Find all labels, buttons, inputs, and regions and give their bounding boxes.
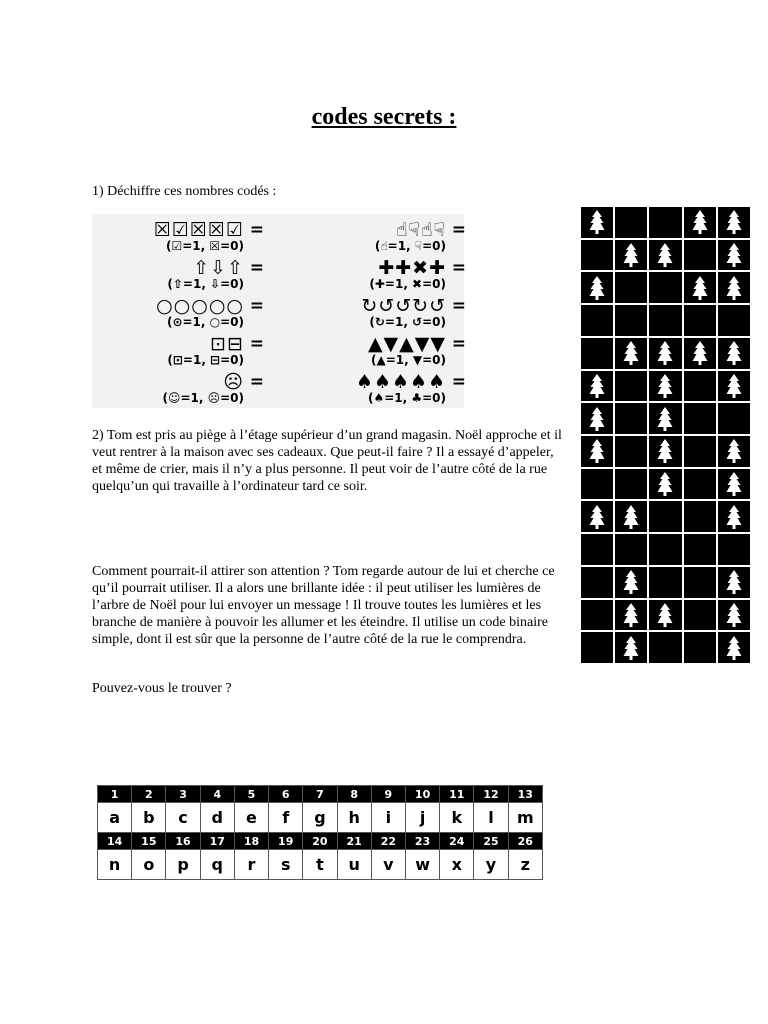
christmas-tree-icon <box>623 504 639 530</box>
tree-cell-on <box>718 501 750 532</box>
christmas-tree-icon <box>726 471 742 497</box>
letter-cell: g <box>303 803 337 833</box>
tree-cell-off <box>581 567 613 598</box>
number-row <box>98 786 543 803</box>
number-cell: 3 <box>166 786 200 803</box>
puzzle-key: (☺=1, ☹=0) <box>162 391 244 405</box>
christmas-tree-icon <box>692 209 708 235</box>
equals-sign: = <box>249 372 264 392</box>
tree-cell-off <box>718 403 750 434</box>
arrow-icon: ⇧⇩⇧ <box>193 257 244 279</box>
tree-cell-off <box>615 272 647 303</box>
christmas-tree-icon <box>657 471 673 497</box>
tree-cell-off <box>684 501 716 532</box>
tree-cell-on <box>581 403 613 434</box>
tree-cell-off <box>649 501 681 532</box>
tree-cell-off <box>684 567 716 598</box>
tree-cell-on <box>615 240 647 271</box>
tree-cell-off <box>684 632 716 663</box>
hand-icon: ☝☟☝☟ <box>395 219 446 241</box>
tree-cell-off <box>615 403 647 434</box>
christmas-tree-icon <box>589 209 605 235</box>
tree-cell-off <box>649 567 681 598</box>
number-cell: 5 <box>234 786 268 803</box>
spade-club-icon: ♠♠♠♠♠ <box>355 371 446 393</box>
christmas-tree-icon <box>657 340 673 366</box>
christmas-tree-icon <box>726 569 742 595</box>
equals-sign: = <box>451 372 466 392</box>
tree-cell-on <box>718 436 750 467</box>
tree-cell-on <box>718 240 750 271</box>
equals-sign: = <box>451 296 466 316</box>
puzzle-key: (☝=1, ☟=0) <box>374 239 446 253</box>
letter-cell: l <box>474 803 508 833</box>
tree-cell-on <box>581 436 613 467</box>
equals-sign: = <box>249 220 264 240</box>
letter-cell: w <box>405 850 439 880</box>
number-cell: 13 <box>508 786 542 803</box>
christmas-tree-icon <box>726 275 742 301</box>
christmas-tree-icon <box>589 504 605 530</box>
tree-cell-on <box>581 272 613 303</box>
christmas-tree-icon <box>726 340 742 366</box>
puzzle-row <box>102 258 288 296</box>
christmas-tree-icon <box>623 602 639 628</box>
puzzle-key: (⇧=1, ⇩=0) <box>167 277 244 291</box>
puzzle-row <box>102 334 288 372</box>
number-cell: 26 <box>508 833 542 850</box>
number-cell: 12 <box>474 786 508 803</box>
letter-cell: u <box>337 850 371 880</box>
tree-cell-on <box>581 501 613 532</box>
puzzle-row <box>304 296 490 334</box>
christmas-tree-icon <box>726 438 742 464</box>
equals-sign: = <box>451 220 466 240</box>
letter-cell: c <box>166 803 200 833</box>
tree-cell-off <box>615 534 647 565</box>
letter-cell: y <box>474 850 508 880</box>
christmas-tree-icon <box>726 209 742 235</box>
number-cell: 17 <box>200 833 234 850</box>
tree-cell-on <box>684 207 716 238</box>
puzzle-row <box>304 372 490 410</box>
tree-cell-off <box>615 469 647 500</box>
tree-cell-off <box>718 534 750 565</box>
tree-cell-off <box>581 600 613 631</box>
tree-cell-off <box>649 632 681 663</box>
christmas-tree-icon <box>726 242 742 268</box>
puzzle-row <box>102 296 288 334</box>
tree-cell-on <box>718 371 750 402</box>
christmas-tree-icon <box>589 438 605 464</box>
christmas-tree-icon <box>589 406 605 432</box>
puzzle-row <box>102 372 288 410</box>
letter-cell: z <box>508 850 542 880</box>
tree-cell-off <box>615 371 647 402</box>
coded-numbers-puzzle <box>92 214 464 408</box>
tree-cell-on <box>649 469 681 500</box>
tree-cell-on <box>615 501 647 532</box>
tree-cell-off <box>649 207 681 238</box>
number-cell: 6 <box>269 786 303 803</box>
question-2-text: 2) Tom est pris au piège à l’étage supérieur d’un grand magasin. Noël approche et il veut rentrer à la maison avec ses cadeaux. Que peut-il faire ? Il a essayé d’appeler, et même de crier, mais il n’y a plus personne. Il peut voir de l’autre côté de la rue quelqu’un qui travaille à l’ordinateur tard ce soir. <box>92 428 562 494</box>
christmas-tree-icon <box>623 569 639 595</box>
smiley-icon: ☹ <box>223 371 244 393</box>
tree-cell-off <box>684 305 716 336</box>
tree-cell-on <box>684 338 716 369</box>
tree-cell-off <box>581 534 613 565</box>
tree-cell-on <box>718 567 750 598</box>
story-text: Comment pourrait-il attirer son attention ? Tom regarde autour de lui et cherche ce qu’il pourrait utiliser. Il a alors une brillante idée : il peut utiliser les lumières de l’arbre de Noël pour lui envoyer un message ! Il trouve toutes les lumières et les branche de manière à pouvoir les allumer et les éteindre. Il utilise un code binaire simple, dont il est sûr que la personne de l’autre côté de la rue le comprendra. <box>92 564 555 647</box>
circle-icon: ○○○○○ <box>156 295 244 317</box>
number-cell: 11 <box>440 786 474 803</box>
puzzle-row <box>304 258 490 296</box>
letter-cell: m <box>508 803 542 833</box>
christmas-tree-icon <box>726 602 742 628</box>
tree-cell-on <box>718 600 750 631</box>
equals-sign: = <box>249 296 264 316</box>
tree-cell-on <box>649 600 681 631</box>
equals-sign: = <box>249 258 264 278</box>
christmas-tree-grid <box>581 207 750 663</box>
christmas-tree-icon <box>623 635 639 661</box>
number-cell: 21 <box>337 833 371 850</box>
tree-cell-off <box>684 436 716 467</box>
tree-cell-off <box>684 371 716 402</box>
christmas-tree-icon <box>692 275 708 301</box>
letter-cell: x <box>440 850 474 880</box>
number-cell: 24 <box>440 833 474 850</box>
christmas-tree-icon <box>657 373 673 399</box>
number-cell: 22 <box>371 833 405 850</box>
letter-cell: f <box>269 803 303 833</box>
number-cell: 16 <box>166 833 200 850</box>
puzzle-row <box>304 220 490 258</box>
christmas-tree-icon <box>657 242 673 268</box>
number-cell: 18 <box>234 833 268 850</box>
tree-cell-off <box>649 272 681 303</box>
puzzle-key: (☑=1, ☒=0) <box>165 239 244 253</box>
tree-cell-off <box>581 469 613 500</box>
tree-cell-on <box>615 567 647 598</box>
christmas-tree-icon <box>657 406 673 432</box>
tree-cell-off <box>649 534 681 565</box>
letter-cell: d <box>200 803 234 833</box>
number-cell: 25 <box>474 833 508 850</box>
puzzle-key: (✚=1, ✖=0) <box>369 277 446 291</box>
tree-cell-on <box>615 600 647 631</box>
tree-cell-on <box>649 403 681 434</box>
christmas-tree-icon <box>623 242 639 268</box>
tree-cell-off <box>615 305 647 336</box>
tree-cell-on <box>615 338 647 369</box>
question-1: 1) Déchiffre ces nombres codés : <box>92 184 277 199</box>
christmas-tree-icon <box>692 340 708 366</box>
tree-cell-on <box>649 240 681 271</box>
equals-sign: = <box>451 334 466 354</box>
puzzle-key: (▲=1, ▼=0) <box>371 353 446 367</box>
letter-cell: q <box>200 850 234 880</box>
tree-cell-off <box>684 534 716 565</box>
tree-cell-on <box>684 272 716 303</box>
number-cell: 9 <box>371 786 405 803</box>
checkbox-icon: ☒☑☒☒☑ <box>153 219 244 241</box>
letter-cell: i <box>371 803 405 833</box>
christmas-tree-icon <box>726 504 742 530</box>
tree-cell-on <box>581 371 613 402</box>
tree-cell-off <box>649 305 681 336</box>
christmas-tree-icon <box>589 275 605 301</box>
tree-cell-on <box>581 207 613 238</box>
letter-cell: n <box>98 850 132 880</box>
plus-times-icon: ✚✚✖✚ <box>378 257 446 279</box>
number-cell: 2 <box>132 786 166 803</box>
letter-cell: v <box>371 850 405 880</box>
letter-cell: b <box>132 803 166 833</box>
number-cell: 15 <box>132 833 166 850</box>
tree-cell-on <box>718 632 750 663</box>
letter-cell: o <box>132 850 166 880</box>
letter-cell: r <box>234 850 268 880</box>
letter-cell: a <box>98 803 132 833</box>
tree-cell-on <box>615 632 647 663</box>
tree-cell-off <box>718 305 750 336</box>
tree-cell-off <box>615 207 647 238</box>
puzzle-row <box>102 220 288 258</box>
tree-cell-off <box>581 632 613 663</box>
tree-cell-on <box>718 207 750 238</box>
christmas-tree-icon <box>623 340 639 366</box>
christmas-tree-icon <box>657 438 673 464</box>
number-cell: 20 <box>303 833 337 850</box>
alphabet-table <box>97 785 543 880</box>
puzzle-key: (⊙=1, ○=0) <box>166 315 244 329</box>
number-row <box>98 833 543 850</box>
page-title: codes secrets : <box>311 104 457 130</box>
number-cell: 23 <box>405 833 439 850</box>
letter-cell: h <box>337 803 371 833</box>
puzzle-key: (⊡=1, ⊟=0) <box>167 353 244 367</box>
tree-cell-on <box>649 338 681 369</box>
letter-cell: k <box>440 803 474 833</box>
triangle-icon: ▲▼▲▼▼ <box>367 333 446 355</box>
rotate-arrow-icon: ↻↺↺↻↺ <box>361 295 446 317</box>
christmas-tree-icon <box>726 635 742 661</box>
tree-cell-off <box>615 436 647 467</box>
box-icon: ⊡⊟ <box>210 333 244 355</box>
christmas-tree-icon <box>589 373 605 399</box>
tree-cell-on <box>649 371 681 402</box>
letter-cell: p <box>166 850 200 880</box>
tree-cell-off <box>684 469 716 500</box>
number-cell: 1 <box>98 786 132 803</box>
equals-sign: = <box>249 334 264 354</box>
tree-cell-off <box>581 338 613 369</box>
letter-row <box>98 803 543 833</box>
letter-row <box>98 850 543 880</box>
letter-cell: e <box>234 803 268 833</box>
number-cell: 14 <box>98 833 132 850</box>
question-prompt: Pouvez-vous le trouver ? <box>92 681 232 696</box>
puzzle-row <box>304 334 490 372</box>
equals-sign: = <box>451 258 466 278</box>
christmas-tree-icon <box>726 373 742 399</box>
tree-cell-on <box>718 272 750 303</box>
number-cell: 4 <box>200 786 234 803</box>
christmas-tree-icon <box>657 602 673 628</box>
letter-cell: t <box>303 850 337 880</box>
tree-cell-off <box>581 305 613 336</box>
puzzle-key: (↻=1, ↺=0) <box>369 315 446 329</box>
number-cell: 8 <box>337 786 371 803</box>
tree-cell-off <box>581 240 613 271</box>
tree-cell-off <box>684 403 716 434</box>
number-cell: 10 <box>405 786 439 803</box>
number-cell: 19 <box>269 833 303 850</box>
letter-cell: s <box>269 850 303 880</box>
tree-cell-on <box>718 338 750 369</box>
puzzle-key: (♠=1, ♣=0) <box>367 391 446 405</box>
tree-cell-off <box>684 240 716 271</box>
number-cell: 7 <box>303 786 337 803</box>
tree-cell-on <box>718 469 750 500</box>
tree-cell-off <box>684 600 716 631</box>
tree-cell-on <box>649 436 681 467</box>
letter-cell: j <box>405 803 439 833</box>
